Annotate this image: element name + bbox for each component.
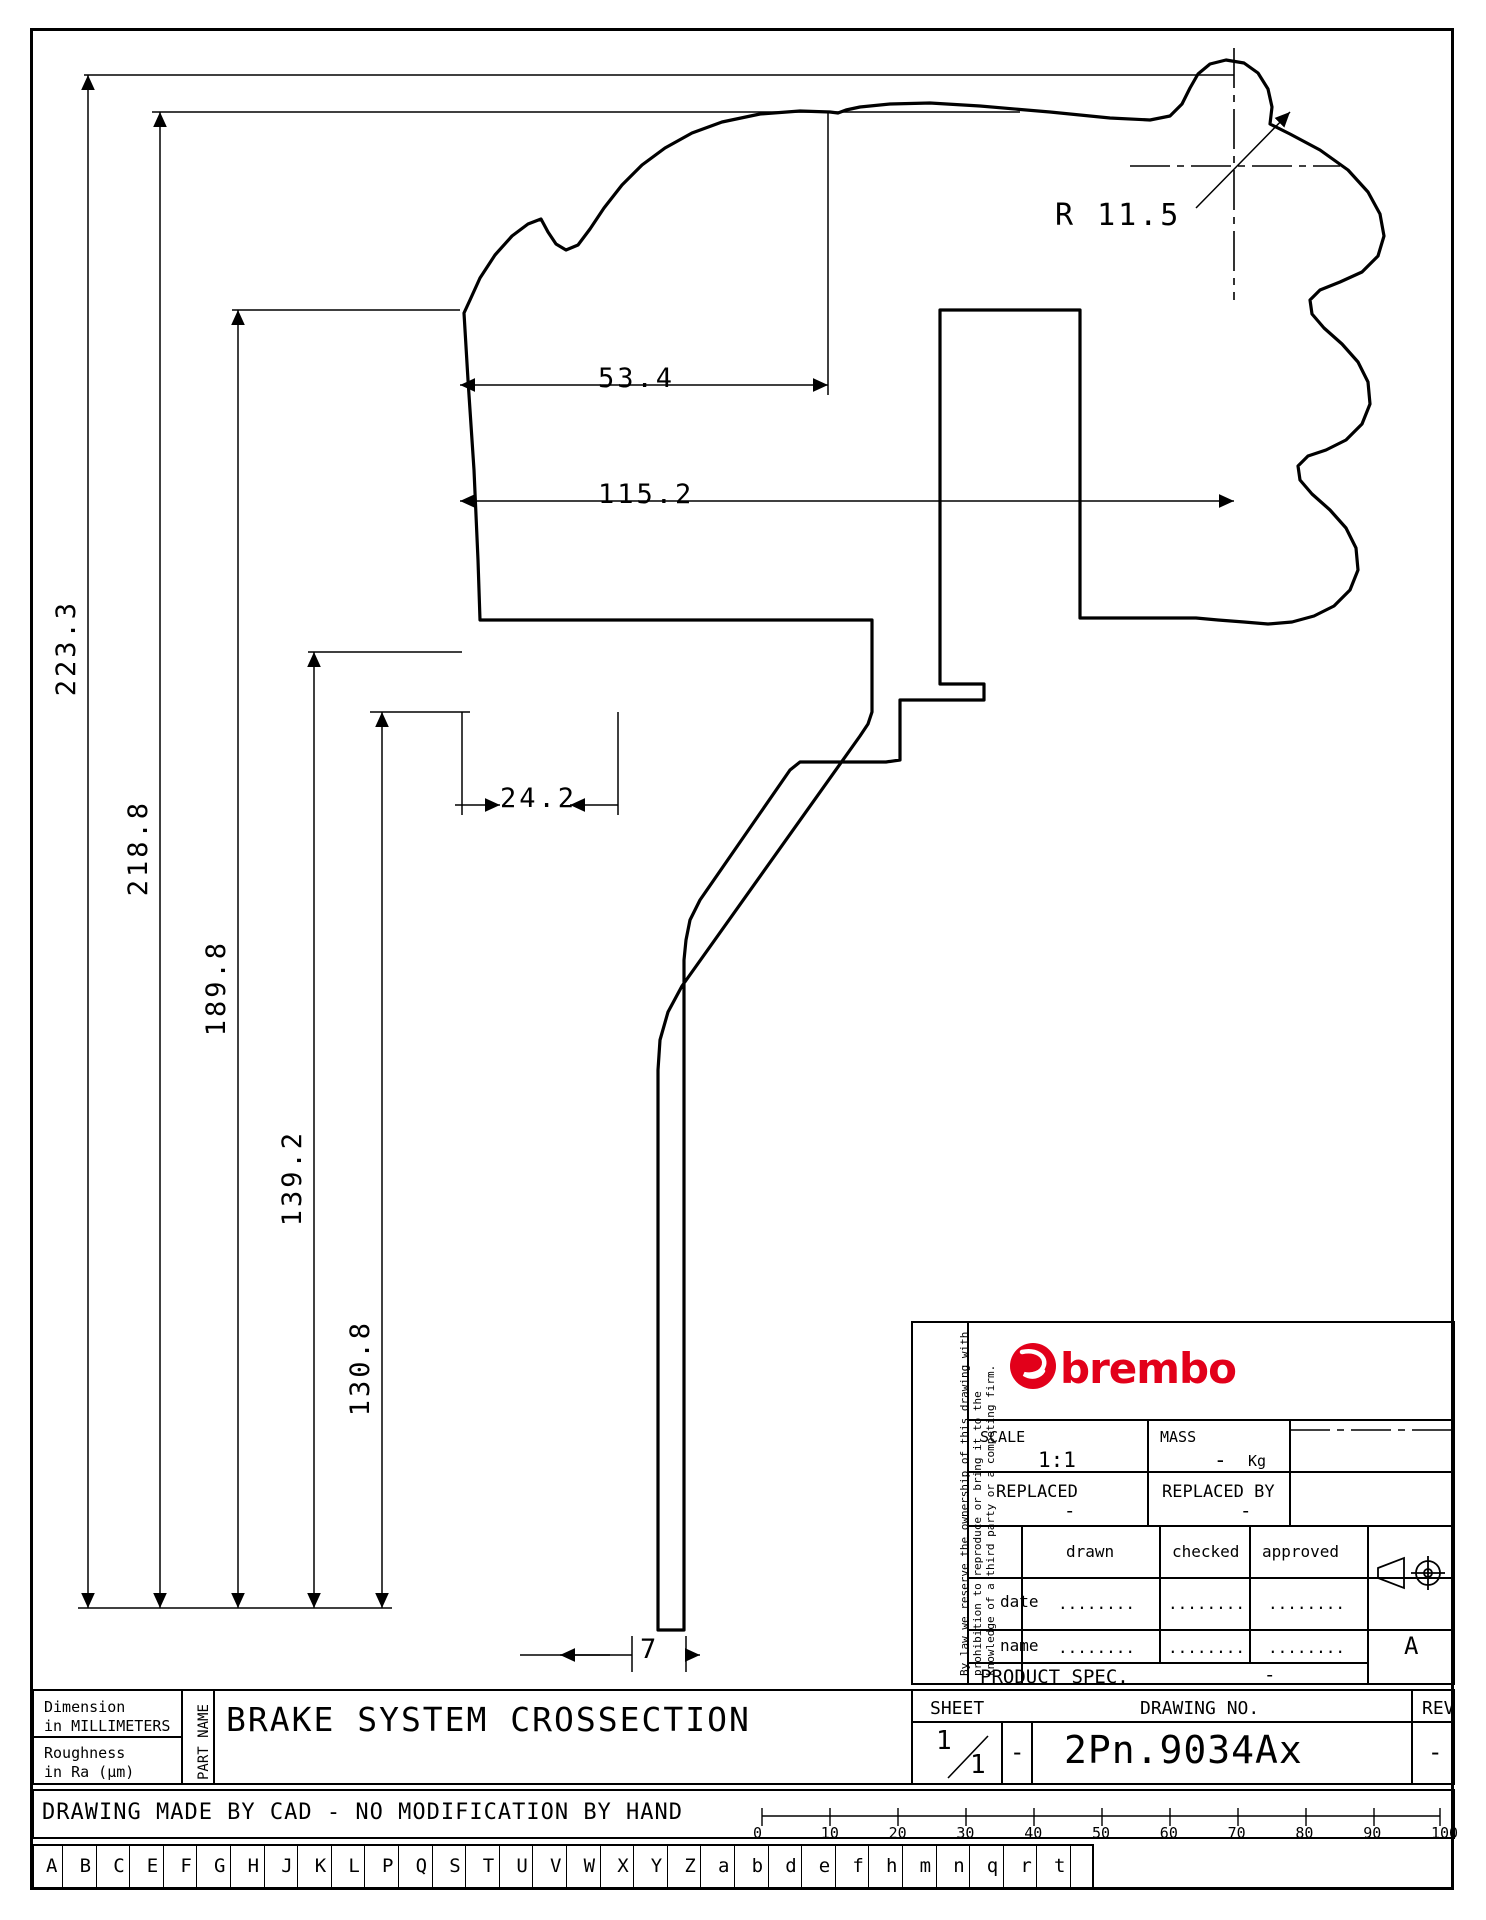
drawn-label: drawn — [1066, 1542, 1115, 1561]
sheet-denominator: 1 — [970, 1750, 986, 1780]
letter-cell-L: L — [348, 1855, 360, 1877]
letter-cell-divider — [1003, 1845, 1004, 1889]
letter-cell-V: V — [550, 1855, 562, 1877]
dimension-r-11-5: R 11.5 — [1055, 198, 1182, 233]
roughness-note — [44, 1744, 134, 1782]
letter-cell-X: X — [617, 1855, 629, 1877]
letter-cell-divider — [163, 1845, 164, 1889]
centerlines — [1130, 48, 1454, 1430]
dimension-130-8: 130.8 — [345, 1320, 376, 1417]
letter-cell-J: J — [281, 1855, 293, 1877]
letter-cell-divider — [969, 1845, 970, 1889]
letter-cell-divider — [499, 1845, 500, 1889]
replaced-value: - — [1064, 1500, 1076, 1522]
letter-cell-divider — [936, 1845, 937, 1889]
ruler-tick-90: 90 — [1363, 1824, 1382, 1842]
letter-cell-T: T — [482, 1855, 495, 1877]
date-drawn-dots: ........ — [1058, 1594, 1136, 1613]
product-spec-value: - — [1264, 1664, 1276, 1686]
dimension-139-2: 139.2 — [277, 1130, 308, 1227]
letter-cell-divider — [465, 1845, 466, 1889]
letter-cell-h: h — [886, 1855, 898, 1877]
letter-cell-C: C — [113, 1855, 125, 1877]
letter-cell-E: E — [146, 1855, 159, 1877]
part-label-text: PART — [196, 1746, 212, 1780]
letter-cell-divider — [902, 1845, 903, 1889]
letter-cell-B: B — [79, 1855, 92, 1877]
projection-symbol-icon — [1378, 1556, 1445, 1590]
letter-cell-b: b — [751, 1855, 764, 1877]
dimension-units-line1: Dimension — [44, 1698, 126, 1716]
dimension-units-note — [44, 1698, 170, 1736]
letter-cell-divider — [700, 1845, 701, 1889]
approved-label: approved — [1262, 1542, 1340, 1561]
ruler-tick-10: 10 — [820, 1824, 839, 1842]
letter-cell-divider — [868, 1845, 869, 1889]
part-title: BRAKE SYSTEM CROSSECTION — [226, 1700, 751, 1739]
letter-cell-S: S — [449, 1855, 461, 1877]
letter-cell-W: W — [583, 1855, 596, 1877]
letter-cell-divider — [801, 1845, 802, 1889]
cad-note: DRAWING MADE BY CAD - NO MODIFICATION BY HAND — [42, 1800, 684, 1825]
letter-cell-A: A — [46, 1855, 58, 1877]
date-label: date — [1000, 1592, 1039, 1611]
dimension-7: 7 — [640, 1634, 660, 1665]
letter-cell-d: d — [785, 1855, 797, 1877]
letter-cell-m: m — [919, 1855, 932, 1877]
drawing-number: 2Pn.9034Ax — [1064, 1728, 1303, 1772]
roughness-line2: in Ra (µm) — [44, 1763, 135, 1781]
letter-cell-K: K — [314, 1855, 327, 1877]
ruler-tick-70: 70 — [1227, 1824, 1246, 1842]
ruler-tick-100: 100 — [1431, 1824, 1459, 1842]
brand-wordmark: brembo — [1060, 1344, 1236, 1393]
letter-cell-divider — [667, 1845, 668, 1889]
letter-cell-q: q — [986, 1855, 999, 1877]
letter-cell-G: G — [214, 1855, 226, 1877]
name-approved-dots: ........ — [1268, 1638, 1346, 1657]
letter-cell-divider — [633, 1845, 634, 1889]
dimension-189-8: 189.8 — [201, 940, 232, 1037]
letter-cell-divider — [600, 1845, 601, 1889]
letter-cell-divider — [835, 1845, 836, 1889]
letter-cell-divider — [264, 1845, 265, 1889]
dimension-218-8: 218.8 — [123, 800, 154, 897]
copyright-note: By law we reserve the ownership of this drawing with prohibition to reproduce or bring it to the knowledge of a third party or a competing firm. — [958, 1331, 997, 1676]
letter-cell-Q: Q — [415, 1855, 428, 1877]
letter-cell-t: t — [1054, 1855, 1066, 1877]
sheet-numerator: 1 — [936, 1726, 952, 1756]
letter-cell-F: F — [180, 1855, 192, 1877]
dimension-53-4: 53.4 — [598, 363, 676, 394]
checked-label: checked — [1172, 1542, 1240, 1561]
letter-cell-divider — [1036, 1845, 1037, 1889]
letter-cell-divider — [129, 1845, 130, 1889]
name-label-text: NAME — [196, 1704, 212, 1738]
scale-value: 1:1 — [1038, 1448, 1076, 1472]
letter-cell-n: n — [953, 1855, 965, 1877]
letter-cell-divider — [734, 1845, 735, 1889]
drawing-no-label: DRAWING NO. — [1140, 1698, 1260, 1719]
letter-cell-H: H — [247, 1855, 260, 1877]
part-outline — [464, 60, 1384, 1630]
brembo-logo-icon — [1010, 1343, 1056, 1389]
name-checked-dots: ........ — [1168, 1638, 1246, 1657]
rev-label: REV — [1422, 1698, 1455, 1719]
scale-label: SCALE — [980, 1428, 1026, 1446]
letter-cell-e: e — [818, 1855, 831, 1877]
letter-cell-divider — [768, 1845, 769, 1889]
ruler-tick-20: 20 — [888, 1824, 907, 1842]
mass-unit: Kg — [1248, 1452, 1267, 1470]
letter-cell-divider — [432, 1845, 433, 1889]
letter-cell-Z: Z — [684, 1855, 696, 1877]
dimension-223-3: 223.3 — [51, 600, 82, 697]
letter-cell-r: r — [1020, 1855, 1032, 1877]
name-label: name — [1000, 1636, 1039, 1655]
letter-cell-a: a — [718, 1855, 730, 1877]
letter-cell-divider — [331, 1845, 332, 1889]
letter-cell-divider — [364, 1845, 365, 1889]
ruler-tick-50: 50 — [1092, 1824, 1111, 1842]
replaced-by-value: - — [1240, 1500, 1252, 1522]
date-approved-dots: ........ — [1268, 1594, 1346, 1613]
ruler-tick-40: 40 — [1024, 1824, 1043, 1842]
ruler-tick-0: 0 — [753, 1824, 763, 1842]
product-spec-label: PRODUCT SPEC. — [980, 1666, 1129, 1688]
date-checked-dots: ........ — [1168, 1594, 1246, 1613]
mass-label: MASS — [1160, 1428, 1197, 1446]
letter-cell-divider — [297, 1845, 298, 1889]
ruler-tick-80: 80 — [1295, 1824, 1314, 1842]
sheet-dash: - — [1010, 1738, 1025, 1766]
ruler-tick-30: 30 — [956, 1824, 975, 1842]
letter-cell-Y: Y — [650, 1855, 663, 1877]
letter-cell-P: P — [382, 1855, 394, 1877]
rev-value: - — [1428, 1738, 1443, 1766]
dimension-115-2: 115.2 — [598, 479, 695, 510]
letter-cell-divider — [96, 1845, 97, 1889]
letter-cell-divider — [230, 1845, 231, 1889]
mass-value: - — [1214, 1448, 1227, 1472]
letter-cell-divider — [62, 1845, 63, 1889]
letter-cell-divider — [532, 1845, 533, 1889]
replaced-by-label: REPLACED BY — [1162, 1482, 1275, 1502]
ruler-tick-60: 60 — [1159, 1824, 1178, 1842]
roughness-line1: Roughness — [44, 1744, 126, 1762]
letter-cell-divider — [398, 1845, 399, 1889]
replaced-label: REPLACED — [996, 1482, 1078, 1502]
letter-cell-divider — [1070, 1845, 1071, 1889]
letter-cell-divider — [196, 1845, 197, 1889]
part-name-label — [196, 1704, 212, 1780]
letter-cell-f: f — [852, 1855, 864, 1877]
letter-cell-U: U — [516, 1855, 528, 1877]
projection-letter: A — [1404, 1632, 1419, 1660]
dimension-24-2: 24.2 — [500, 783, 578, 814]
dimension-units-line2: in MILLIMETERS — [44, 1717, 171, 1735]
letter-cell-divider — [566, 1845, 567, 1889]
name-drawn-dots: ........ — [1058, 1638, 1136, 1657]
sheet-label: SHEET — [930, 1698, 985, 1719]
